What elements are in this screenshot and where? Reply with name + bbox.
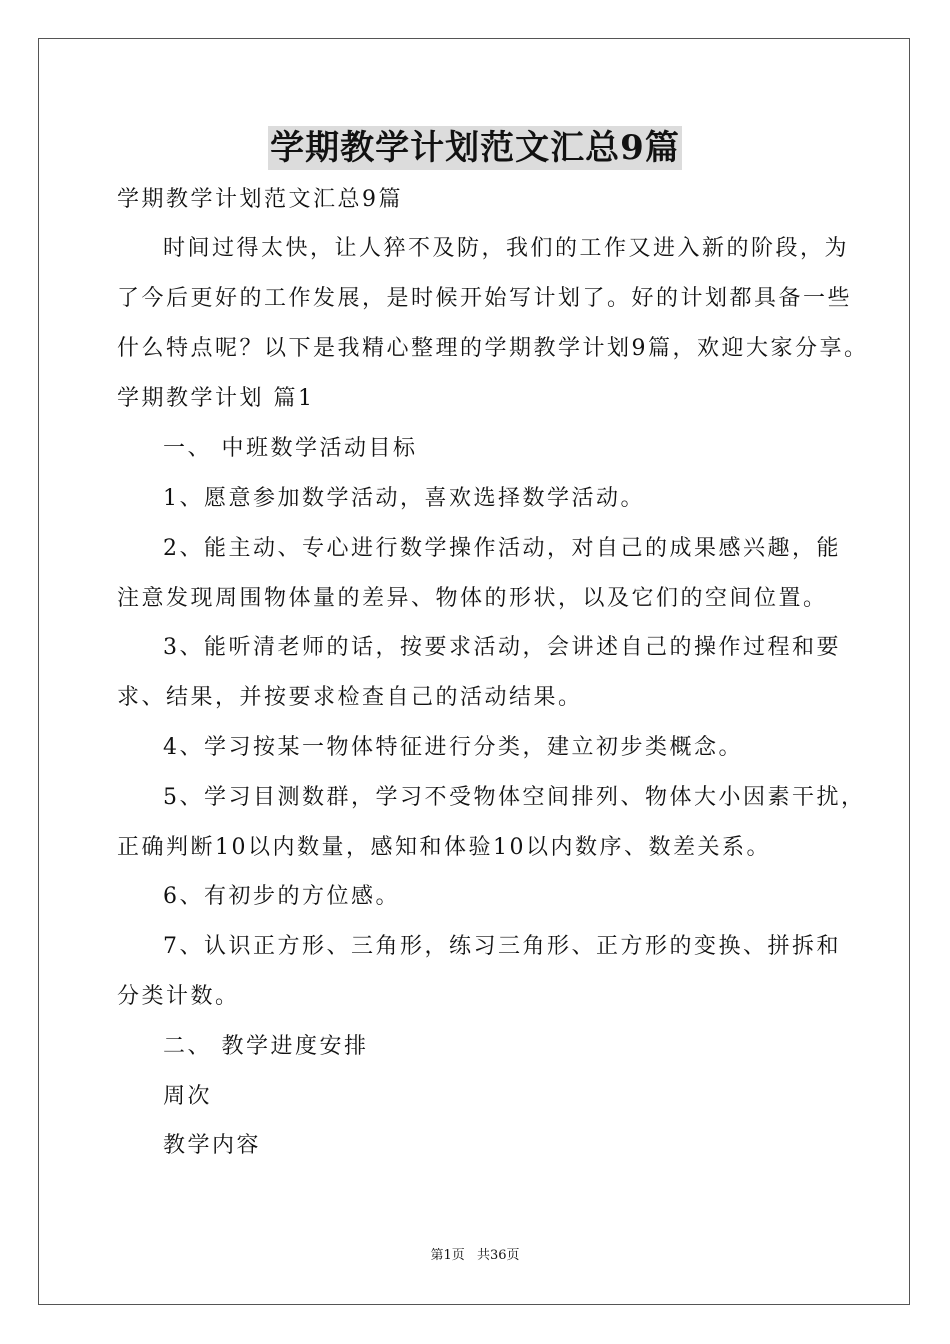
- paragraph-line: 时间过得太快，让人猝不及防，我们的工作又进入新的阶段，为: [163, 236, 850, 261]
- list-item: 6、有初步的方位感。: [163, 884, 400, 909]
- page-footer: [0, 1247, 950, 1265]
- subsection-heading: 二、 教学进度安排: [163, 1034, 369, 1059]
- list-item: 5、学习目测数群，学习不受物体空间排列、物体大小因素干扰，: [163, 785, 866, 810]
- list-item-continued: 分类计数。: [117, 984, 240, 1009]
- page-number: 第1页: [430, 1248, 465, 1263]
- page-total: 共36页: [476, 1248, 520, 1263]
- list-item-continued: 注意发现周围物体量的差异、物体的形状，以及它们的空间位置。: [117, 586, 828, 611]
- document-title: 学期教学计划范文汇总9篇: [270, 128, 680, 168]
- list-item: 7、认识正方形、三角形，练习三角形、正方形的变换、拼拆和: [163, 934, 841, 959]
- table-header-cell: 教学内容: [163, 1133, 262, 1158]
- section-heading: 学期教学计划 篇1: [117, 386, 315, 411]
- table-header-cell: 周次: [163, 1084, 213, 1109]
- list-item: 3、能听清老师的话，按要求活动，会讲述自己的操作过程和要: [163, 635, 841, 660]
- title-container: [0, 126, 950, 170]
- list-item: 1、愿意参加数学活动，喜欢选择数学活动。: [163, 486, 645, 511]
- list-item-continued: 正确判断10以内数量，感知和体验10以内数序、数差关系。: [117, 835, 771, 860]
- subtitle-line: 学期教学计划范文汇总9篇: [117, 187, 403, 212]
- list-item-continued: 求、结果，并按要求检查自己的活动结果。: [117, 685, 583, 710]
- paragraph-line: 什么特点呢？以下是我精心整理的学期教学计划9篇，欢迎大家分享。: [117, 336, 869, 361]
- paragraph-line: 了今后更好的工作发展，是时候开始写计划了。好的计划都具备一些: [117, 286, 853, 311]
- subsection-heading: 一、 中班数学活动目标: [163, 436, 418, 461]
- list-item: 4、学习按某一物体特征进行分类，建立初步类概念。: [163, 735, 743, 760]
- list-item: 2、能主动、专心进行数学操作活动，对自己的成果感兴趣，能: [163, 536, 841, 561]
- page-border: [38, 38, 910, 1305]
